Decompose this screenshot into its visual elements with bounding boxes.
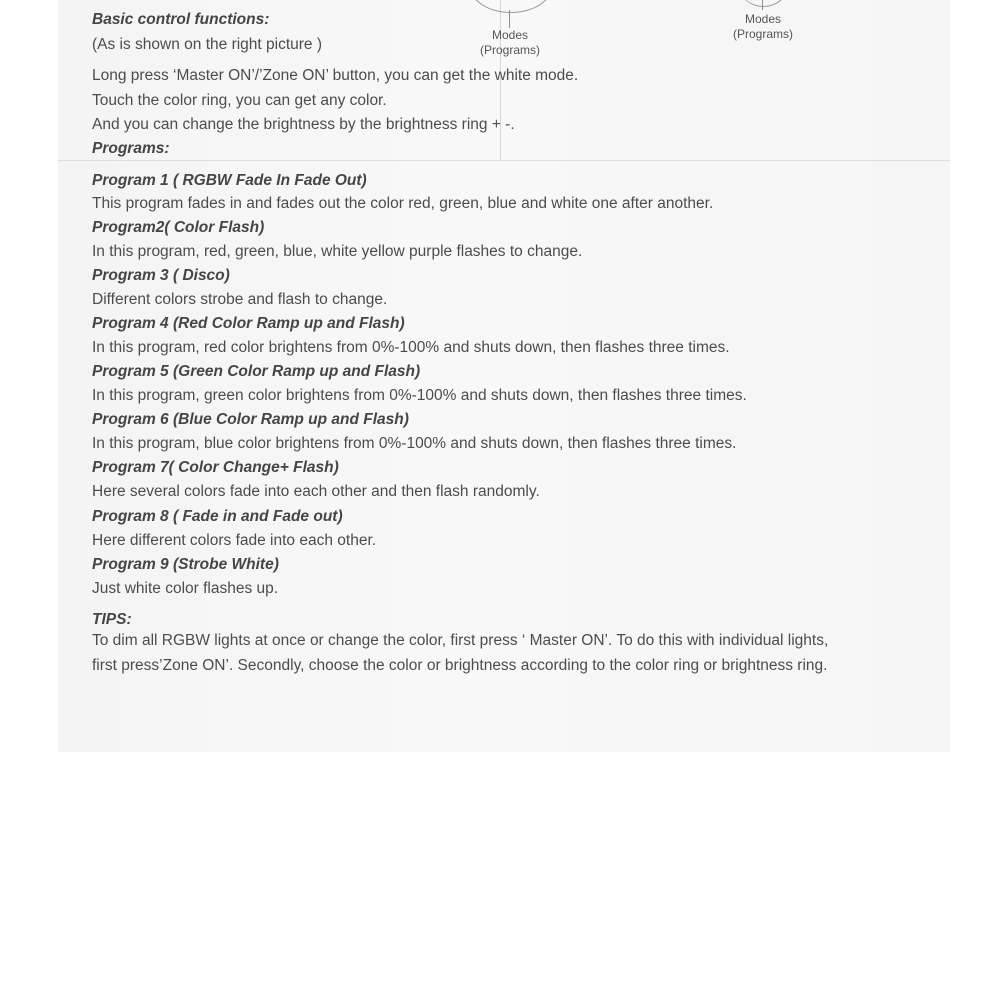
program-6-title: Program 6 (Blue Color Ramp up and Flash): [92, 411, 409, 428]
diagram-pointer-right: [762, 0, 763, 10]
diagram-label-left-line1: Modes: [491, 28, 529, 42]
tips-heading: TIPS:: [92, 611, 132, 628]
program-5-title: Program 5 (Green Color Ramp up and Flash): [92, 363, 421, 380]
program-8-desc: Here different colors fade into each other.: [92, 532, 377, 549]
diagram-label-right: [715, 12, 811, 42]
program-8-title: Program 8 ( Fade in and Fade out): [92, 508, 343, 525]
program-9-desc: Just white color flashes up.: [92, 580, 279, 597]
program-7-desc: Here several colors fade into each other and then flash randomly.: [92, 483, 540, 500]
basic-functions-heading: Basic control functions:: [92, 11, 270, 28]
program-5-desc: In this program, green color brightens from 0%-100% and shuts down, then flashes three times.: [92, 387, 747, 404]
program-2-title: Program2( Color Flash): [92, 219, 265, 236]
intro-line-2: Touch the color ring, you can get any color.: [92, 92, 387, 109]
basic-functions-note: (As is shown on the right picture ): [92, 36, 323, 53]
program-6-desc: In this program, blue color brightens from 0%-100% and shuts down, then flashes three times.: [92, 435, 737, 452]
diagram-label-right-line2: (Programs): [732, 27, 793, 41]
program-1-title: Program 1 ( RGBW Fade In Fade Out): [92, 172, 367, 189]
diagram-label-right-line1: Modes: [744, 12, 782, 26]
program-4-desc: In this program, red color brightens from 0%-100% and shuts down, then flashes three times.: [92, 339, 730, 356]
programs-heading: Programs:: [92, 140, 170, 157]
paper-fold-horizontal: [58, 160, 950, 161]
program-3-desc: Different colors strobe and flash to change.: [92, 291, 388, 308]
program-9-title: Program 9 (Strobe White): [92, 556, 279, 573]
diagram-label-left: [462, 28, 558, 58]
program-3-title: Program 3 ( Disco): [92, 267, 230, 284]
program-1-desc: This program fades in and fades out the color red, green, blue and white one after another.: [92, 195, 714, 212]
diagram-label-left-line2: (Programs): [479, 43, 540, 57]
program-2-desc: In this program, red, green, blue, white yellow purple flashes to change.: [92, 243, 583, 260]
program-4-title: Program 4 (Red Color Ramp up and Flash): [92, 315, 405, 332]
intro-line-1: Long press ‘Master ON’/’Zone ON’ button, you can get the white mode.: [92, 67, 579, 84]
tips-line-2: first press’Zone ON’. Secondly, choose the color or brightness according to the color ring or brightness ring.: [92, 657, 828, 674]
program-7-title: Program 7( Color Change+ Flash): [92, 459, 339, 476]
intro-line-3: And you can change the brightness by the brightness ring + -.: [92, 116, 515, 133]
diagram-pointer-left: [509, 10, 510, 28]
tips-line-1: To dim all RGBW lights at once or change the color, first press ‘ Master ON’. To do this with individual lights,: [92, 632, 829, 649]
